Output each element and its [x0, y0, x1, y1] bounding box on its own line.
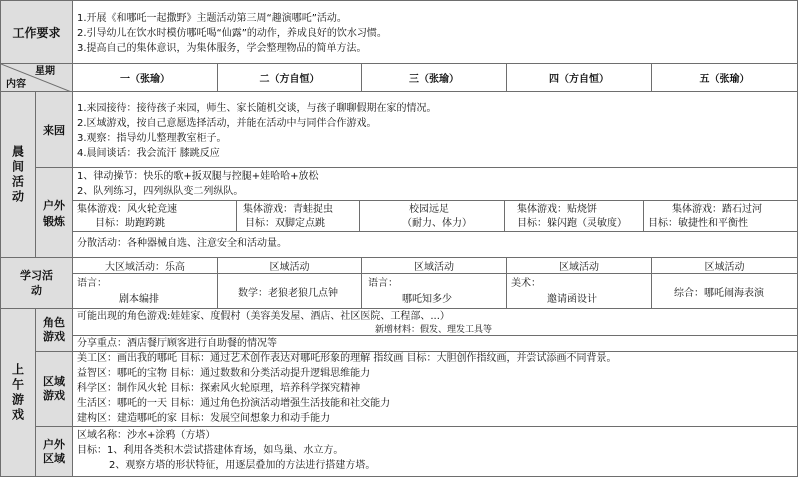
- outdoor-game-thu: [504, 200, 644, 232]
- work-requirements-label: 工作要求: [0, 0, 73, 64]
- outdoor-routine-line: 1、律动操节：快乐的歌+扳双腿与控腿+娃哈哈+放松: [77, 171, 319, 182]
- study-item-top: 美术：: [511, 278, 541, 289]
- morning-activities-label: [0, 91, 36, 258]
- study-item-top: 语言：: [368, 278, 398, 289]
- requirement-line: 3.提高自己的集体意识，为集体服务，学会整理物品的简单方法。: [77, 43, 367, 54]
- study-activities-label: 学习活动: [0, 257, 73, 309]
- game-goal: 目标：敏捷性和平衡性: [648, 218, 748, 229]
- arrival-line: 3.观察：指导幼儿整理教室柜子。: [77, 133, 227, 144]
- outdoor-area-line: 目标：1、利用各类积木尝试搭建体育场，如鸟巢、水立方。: [77, 445, 344, 456]
- game-goal: 目标：躲闪跑（灵敏度）: [517, 218, 627, 229]
- game-name: 校园远足: [409, 204, 449, 215]
- study-item-wed: [361, 273, 507, 309]
- outdoor-game-wed: [359, 200, 505, 232]
- arrival-line: 1.来园接待：接待孩子来园，师生、家长随机交谈，与孩子聊聊假期在家的情况。: [77, 103, 437, 114]
- arrival-content: [72, 91, 798, 168]
- game-name: 集体游戏：风火轮竞速: [77, 204, 177, 215]
- forenoon-games-label: [0, 308, 36, 477]
- outdoor-exercise-label: 户外锻炼: [35, 167, 73, 258]
- game-goal: 目标：双脚定点跳: [245, 218, 325, 229]
- requirement-line: 2.引导幼儿在饮水时模仿哪吒喝“仙露”的动作，养成良好的饮水习惯。: [77, 28, 387, 39]
- outdoor-area-line: 2、观察方塔的形状特征，用逐层叠加的方法进行搭建方塔。: [109, 460, 376, 471]
- role-play-content: [72, 308, 798, 336]
- game-name: 集体游戏：踏石过河: [672, 204, 762, 215]
- arrival-line: 2.区域游戏，按自己意愿选择活动，并能在活动中与同伴合作游戏。: [77, 118, 377, 129]
- role-play-label: 角色游戏: [35, 308, 73, 352]
- outdoor-area-line: 区域名称：沙水+涂鸦（方塔）: [77, 430, 216, 441]
- corner-content-label: 内容: [6, 79, 26, 90]
- study-item-bottom: 哪吒知多少: [402, 294, 452, 305]
- morning-activities-text: 晨间活动: [10, 144, 25, 205]
- role-play-focus: [72, 335, 798, 352]
- day-header-mon: 一（张瑜）: [72, 63, 218, 92]
- game-name: 集体游戏：青蛙捉虫: [243, 204, 333, 215]
- outdoor-game-mon: [72, 200, 237, 232]
- game-goal: 目标：助跑跨跳: [95, 218, 165, 229]
- game-goal: （耐力、体力）: [402, 218, 472, 229]
- outdoor-routine: [72, 167, 798, 201]
- study-item-fri: [651, 273, 798, 309]
- study-item-bottom: 邀请函设计: [547, 294, 597, 305]
- day-header-wed: 三（张瑜）: [361, 63, 507, 92]
- study-header-wed: 区域活动: [361, 257, 507, 274]
- study-item-tue: [217, 273, 362, 309]
- study-header-thu: 区域活动: [506, 257, 652, 274]
- forenoon-games-text: 上午游戏: [10, 362, 25, 423]
- study-item-mon: [72, 273, 218, 309]
- arrival-line: 4.晨间谈话：我会流汗 膝跳反应: [77, 148, 220, 159]
- day-header-thu: 四（方自恒）: [506, 63, 652, 92]
- study-header-mon: 大区域活动：乐高: [72, 257, 218, 274]
- game-name: 集体游戏：贴烧饼: [517, 204, 597, 215]
- study-item-bottom: 剧本编排: [119, 294, 159, 305]
- outdoor-game-tue: [236, 200, 360, 232]
- corner-week-label: 星期: [35, 66, 55, 77]
- area-play-content: [72, 351, 798, 427]
- header-corner: [0, 63, 73, 92]
- day-header-tue: 二（方自恒）: [217, 63, 362, 92]
- area-play-line: 生活区：哪吒的一天 目标：通过角色扮演活动增强生活技能和社交能力: [77, 398, 391, 409]
- outdoor-area-label: 户外区域: [35, 426, 73, 477]
- area-play-label: 区域游戏: [35, 351, 73, 427]
- dispersed-activity-text: 分散活动：各种器械自选、注意安全和活动量。: [77, 238, 287, 249]
- study-item-bottom: 数学：老狼老狼几点钟: [238, 288, 338, 299]
- role-play-focus-text: 分享重点：酒店餐厅顾客进行自助餐的情况等: [77, 338, 277, 349]
- arrival-label: 来园: [35, 91, 73, 168]
- study-header-tue: 区域活动: [217, 257, 362, 274]
- area-play-line: 美工区：画出我的哪吒 目标：通过艺术创作表达对哪吒形象的理解 指纹画 目标：大胆创作指纹画，并尝试添画不同背景。: [77, 353, 617, 364]
- day-header-fri: 五（张瑜）: [651, 63, 798, 92]
- study-item-top: 语言：: [77, 278, 107, 289]
- requirement-line: 1.开展《和哪吒一起撒野》主题活动第三周“趣演哪吒”活动。: [77, 13, 347, 24]
- work-requirements-content: [72, 0, 798, 64]
- area-play-line: 建构区：建造哪吒的家 目标：发展空间想象力和动手能力: [77, 413, 331, 424]
- area-play-line: 科学区：制作风火轮 目标：探索风火轮原理，培养科学探究精神: [77, 383, 361, 394]
- outdoor-routine-line: 2、队列练习，四列纵队变二列纵队。: [77, 186, 244, 197]
- outdoor-game-fri: [643, 200, 798, 232]
- outdoor-area-content: [72, 426, 798, 477]
- dispersed-activity: [72, 231, 798, 258]
- study-header-fri: 区域活动: [651, 257, 798, 274]
- role-play-new-materials: 新增材料：假发、理发工具等: [375, 325, 493, 335]
- study-item-thu: [506, 273, 652, 309]
- role-play-line: 可能出现的角色游戏:娃娃家、度假村（美容美发屋、酒店、社区医院、工程部、...）: [77, 311, 450, 322]
- area-play-line: 益智区：哪吒的宝物 目标：通过数数和分类活动提升逻辑思维能力: [77, 368, 371, 379]
- study-item-bottom: 综合：哪吒闹海表演: [674, 288, 764, 299]
